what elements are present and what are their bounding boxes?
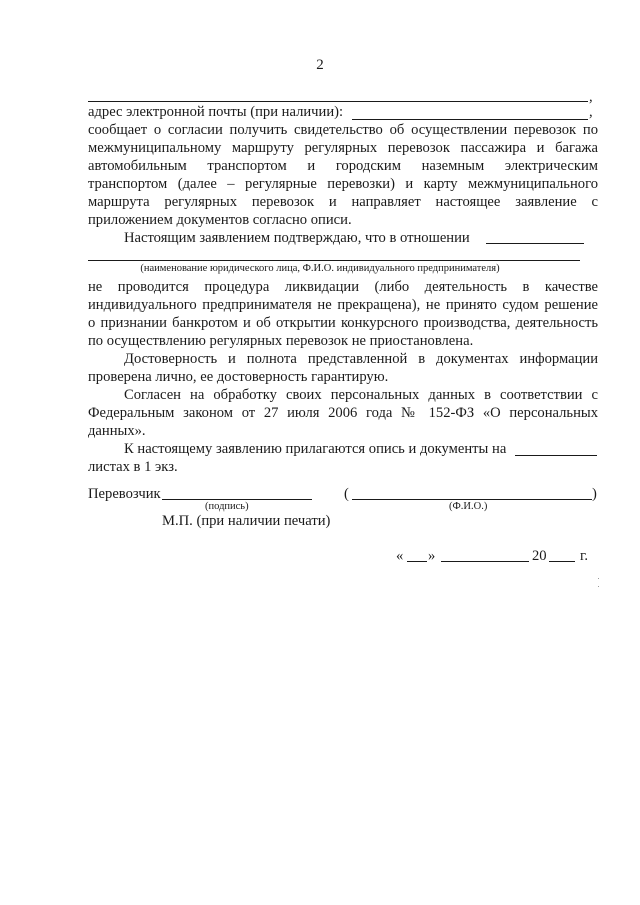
para1-last-line: приложением документов согласно описи.	[88, 212, 352, 228]
para5-text: К настоящему заявлению прилагаются опись и документы на	[124, 441, 507, 457]
date-day-field[interactable]	[407, 561, 427, 562]
para1-line: маршрута регулярных перевозок и направляет настоящее заявление с	[88, 194, 598, 210]
para1-line: межмуниципальному маршруту регулярных перевозок пассажира и багажа	[88, 140, 598, 156]
date-year-field[interactable]	[549, 561, 575, 562]
para4-last-line: данных».	[88, 423, 146, 439]
para5-last-line: листах в 1 экз.	[88, 459, 178, 475]
para2-line: не проводится процедура ликвидации (либо деятельность в качестве	[88, 279, 598, 295]
entity-caption: (наименование юридического лица, Ф.И.О. индивидуального предпринимателя)	[140, 263, 500, 274]
para2-line: индивидуального предпринимателя не прекращена), не принято судом решение	[88, 297, 598, 313]
sheets-count-field[interactable]	[515, 455, 597, 456]
para2-line: о признании банкротом и об открытии конкурсного производства, деятельность	[88, 315, 598, 331]
para4-mid-line: Федеральным законом от 27 июля 2006 года № 152-ФЗ «О персональных	[88, 405, 598, 421]
fio-field[interactable]	[352, 499, 592, 500]
fio-close-paren: )	[592, 486, 597, 502]
scan-speck	[598, 578, 599, 579]
para1-line: транспортом (далее – регулярные перевозки) и карту межмуниципального	[88, 176, 598, 192]
first-line-comma: ,	[589, 89, 593, 105]
para4-first-line: Согласен на обработку своих персональных данных в соответствии с	[124, 387, 598, 403]
stamp-label: М.П. (при наличии печати)	[162, 513, 331, 529]
confirm-line	[88, 229, 598, 247]
page-number: 2	[316, 57, 324, 73]
scan-speck	[598, 586, 599, 587]
signature-field[interactable]	[162, 499, 312, 500]
date-year-prefix: 20	[532, 548, 547, 564]
entity-name-field[interactable]	[88, 260, 580, 261]
para3-last-line: проверена лично, ее достоверность гарантирую.	[88, 369, 389, 385]
para1-line: автомобильным транспортом и городским наземным электрическим	[88, 158, 598, 174]
sign-caption: (подпись)	[205, 501, 249, 512]
email-label: адрес электронной почты (при наличии):	[88, 104, 344, 120]
date-close-quote: »	[428, 548, 436, 564]
fio-caption: (Ф.И.О.)	[449, 501, 488, 512]
para1-line: сообщает о согласии получить свидетельство об осуществлении перевозок по	[88, 122, 598, 138]
address-blank-line[interactable]	[88, 101, 588, 102]
carrier-label: Перевозчик	[88, 486, 161, 502]
para2-last-line: по осуществлению регулярных перевозок не приостановлена.	[88, 333, 474, 349]
email-field[interactable]	[352, 119, 588, 120]
email-comma: ,	[589, 104, 593, 120]
fio-open-paren: (	[344, 486, 349, 502]
para3-first-line: Достоверность и полнота представленной в документах информации	[124, 351, 598, 367]
confirm-text: Настоящим заявлением подтверждаю, что в отношении	[124, 230, 470, 246]
confirm-blank[interactable]	[486, 243, 584, 244]
date-year-suffix: г.	[580, 548, 588, 564]
date-open-quote: «	[396, 548, 404, 564]
date-month-field[interactable]	[441, 561, 529, 562]
